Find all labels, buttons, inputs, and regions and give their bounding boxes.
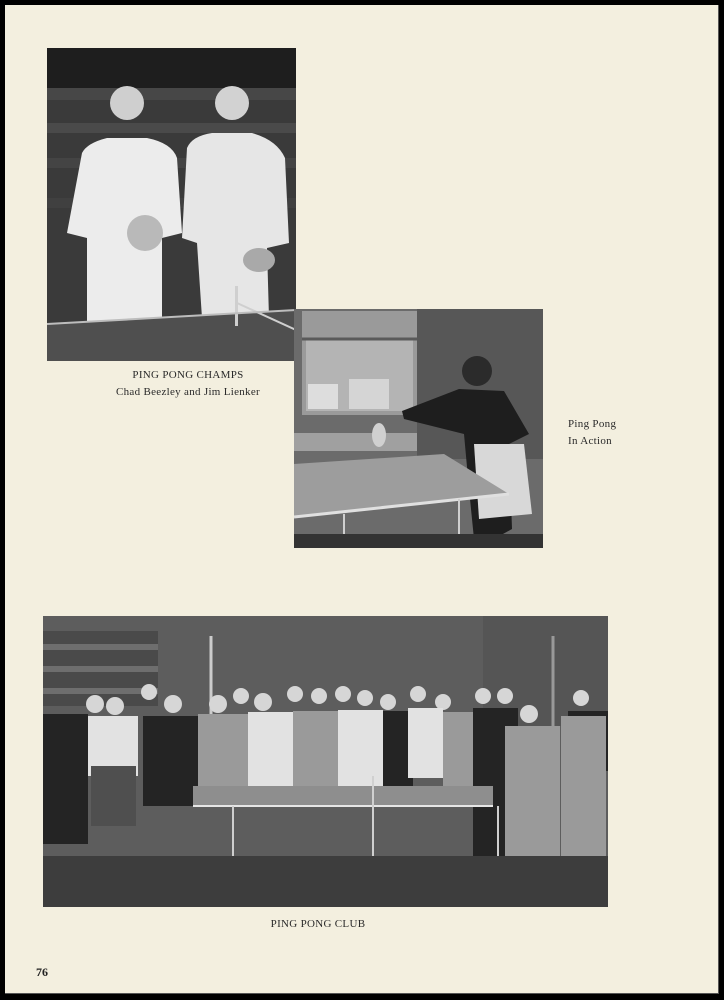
page-number: 76 bbox=[36, 965, 48, 979]
action-caption-line-1: Ping Pong bbox=[568, 418, 617, 430]
photo-ping-pong-in-action bbox=[294, 309, 543, 548]
champs-photo-image bbox=[47, 48, 296, 361]
champs-caption-title: PING PONG CHAMPS bbox=[132, 369, 244, 381]
club-photo-image bbox=[43, 616, 608, 907]
action-caption-line-2: In Action bbox=[568, 435, 612, 447]
yearbook-page bbox=[5, 5, 719, 994]
photo-ping-pong-club bbox=[43, 616, 608, 907]
action-caption bbox=[568, 416, 668, 450]
action-photo-image bbox=[294, 309, 543, 548]
champs-caption bbox=[83, 367, 293, 401]
champs-caption-names: Chad Beezley and Jim Lienker bbox=[115, 386, 261, 398]
club-caption: PING PONG CLUB bbox=[270, 918, 366, 930]
photo-ping-pong-champs bbox=[47, 48, 296, 361]
